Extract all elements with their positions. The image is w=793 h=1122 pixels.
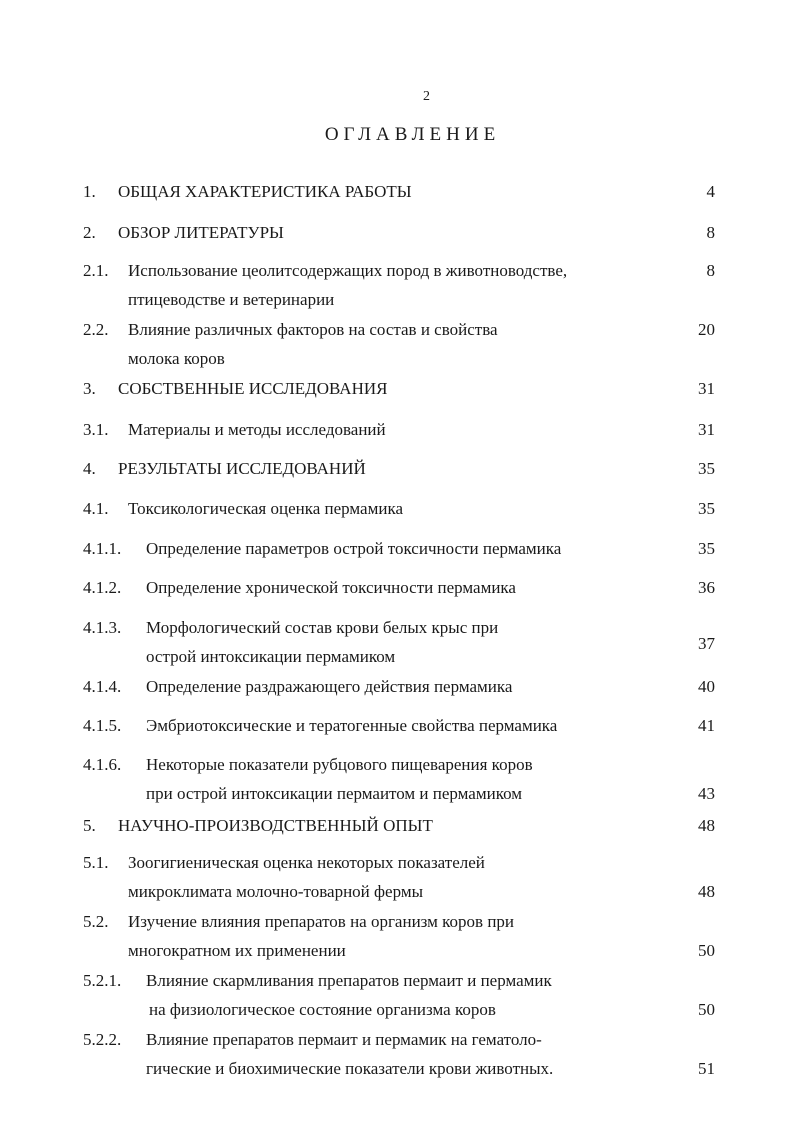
toc-entry-title: Материалы и методы исследований bbox=[128, 420, 386, 439]
toc-entry-title: Эмбриотоксические и тератогенные свойства пермамика bbox=[146, 716, 558, 735]
toc-entry-number: 4.1.1. bbox=[83, 539, 122, 558]
toc-entry bbox=[0, 535, 793, 563]
toc-entry bbox=[0, 495, 793, 523]
toc-entry-page: 20 bbox=[698, 320, 715, 339]
toc-entry-number: 3. bbox=[83, 379, 96, 398]
toc-entry-page: 35 bbox=[698, 539, 715, 558]
toc-entry-title: ОБЩАЯ ХАРАКТЕРИСТИКА РАБОТЫ bbox=[118, 182, 412, 201]
toc-entry bbox=[0, 908, 793, 965]
toc-entry-number: 5.2.1. bbox=[83, 971, 122, 990]
toc-entry-page: 37 bbox=[698, 634, 715, 653]
toc-entry bbox=[0, 673, 793, 701]
toc-entry-title: СОБСТВЕННЫЕ ИССЛЕДОВАНИЯ bbox=[118, 379, 388, 398]
toc-entry-number: 4.1.2. bbox=[83, 578, 122, 597]
toc-entry-title: Зоогигиеническая оценка некоторых показателей bbox=[128, 853, 485, 872]
toc-entry-title: Морфологический состав крови белых крыс при bbox=[146, 618, 499, 637]
toc-entry-title: Использование цеолитсодержащих пород в животноводстве, bbox=[128, 261, 568, 280]
toc-entry-page: 8 bbox=[706, 223, 715, 242]
toc-entry-title-continued: молока коров bbox=[128, 349, 225, 368]
toc-entry bbox=[0, 178, 793, 206]
toc-entry-page: 48 bbox=[698, 882, 715, 901]
toc-entry-title-continued: многократном их применении bbox=[128, 941, 346, 960]
toc-entry-page: 43 bbox=[698, 784, 715, 803]
toc-entry bbox=[0, 375, 793, 403]
toc-entry-number: 2.2. bbox=[83, 320, 109, 339]
toc-entry bbox=[0, 1026, 793, 1083]
toc-entry-page: 35 bbox=[698, 459, 715, 478]
toc-entry-number: 5.2.2. bbox=[83, 1030, 122, 1049]
toc-entry-title: Влияние скармливания препаратов пермаит и пермамик bbox=[146, 971, 552, 990]
toc-entry-number: 3.1. bbox=[83, 420, 109, 439]
toc-entry-page: 4 bbox=[706, 182, 715, 201]
page-title: ОГЛАВЛЕНИЕ bbox=[324, 124, 501, 145]
toc-entry-page: 36 bbox=[698, 578, 715, 597]
toc-entry-number: 4.1.3. bbox=[83, 618, 122, 637]
toc-entry-page: 41 bbox=[698, 716, 715, 735]
toc-entry-number: 2.1. bbox=[83, 261, 109, 280]
toc-entry-number: 4. bbox=[83, 459, 96, 478]
toc-entry-title: РЕЗУЛЬТАТЫ ИССЛЕДОВАНИЙ bbox=[118, 459, 366, 478]
toc-entry bbox=[0, 316, 793, 373]
toc-entry-title: Определение раздражающего действия пермамика bbox=[146, 677, 513, 696]
toc-entry-title-continued: гические и биохимические показатели крови животных. bbox=[146, 1059, 554, 1078]
toc-entry bbox=[0, 257, 793, 314]
toc-entry bbox=[0, 812, 793, 840]
toc-entry-title-continued: на физиологическое состояние организма коров bbox=[149, 1000, 496, 1019]
toc-entry-page: 50 bbox=[698, 1000, 715, 1019]
toc-entry bbox=[0, 849, 793, 906]
toc-entry-number: 5.1. bbox=[83, 853, 109, 872]
toc-entry-page: 40 bbox=[698, 677, 715, 696]
toc-entry bbox=[0, 614, 793, 671]
toc-entry-title: Влияние препаратов пермаит и пермамик на гематоло- bbox=[146, 1030, 542, 1049]
toc-entry-number: 4.1.4. bbox=[83, 677, 122, 696]
toc-entry-title-continued: микроклимата молочно-товарной фермы bbox=[128, 882, 424, 901]
toc-entry-title-continued: птицеводстве и ветеринарии bbox=[128, 290, 335, 309]
toc-entry-number: 1. bbox=[83, 182, 96, 201]
page-number: 2 bbox=[423, 89, 430, 104]
toc-entry-title-continued: острой интоксикации пермамиком bbox=[146, 647, 396, 666]
toc-entry bbox=[0, 219, 793, 247]
toc-entry-title: Определение параметров острой токсичности пермамика bbox=[146, 539, 562, 558]
toc-entry-page: 50 bbox=[698, 941, 715, 960]
toc-entry-page: 48 bbox=[698, 816, 715, 835]
toc-entry bbox=[0, 455, 793, 483]
toc-entry-title: Изучение влияния препаратов на организм коров при bbox=[128, 912, 515, 931]
toc-entry bbox=[0, 967, 793, 1024]
toc-entry bbox=[0, 574, 793, 602]
toc-entry-title: ОБЗОР ЛИТЕРАТУРЫ bbox=[118, 223, 284, 242]
toc-entry-number: 2. bbox=[83, 223, 96, 242]
toc-entry-title: Токсикологическая оценка пермамика bbox=[128, 499, 404, 518]
toc-entry-number: 5. bbox=[83, 816, 96, 835]
toc-entry-title: НАУЧНО-ПРОИЗВОДСТВЕННЫЙ ОПЫТ bbox=[118, 816, 433, 835]
toc-entry bbox=[0, 751, 793, 808]
toc-entry-page: 31 bbox=[698, 420, 715, 439]
toc-entry-title-continued: при острой интоксикации пермаитом и пермамиком bbox=[146, 784, 523, 803]
toc-entry-number: 4.1.6. bbox=[83, 755, 122, 774]
toc-entry-number: 5.2. bbox=[83, 912, 109, 931]
toc-entry-page: 8 bbox=[706, 261, 715, 280]
toc-entry-title: Определение хронической токсичности пермамика bbox=[146, 578, 516, 597]
toc-entry-page: 35 bbox=[698, 499, 715, 518]
toc-entry-title: Влияние различных факторов на состав и свойства bbox=[128, 320, 498, 339]
toc-entry bbox=[0, 416, 793, 444]
toc-entry bbox=[0, 712, 793, 740]
toc-entry-number: 4.1. bbox=[83, 499, 109, 518]
toc-entry-page: 51 bbox=[698, 1059, 715, 1078]
toc-entry-page: 31 bbox=[698, 379, 715, 398]
toc-entry-title: Некоторые показатели рубцового пищеварения коров bbox=[146, 755, 533, 774]
toc-entry-number: 4.1.5. bbox=[83, 716, 122, 735]
